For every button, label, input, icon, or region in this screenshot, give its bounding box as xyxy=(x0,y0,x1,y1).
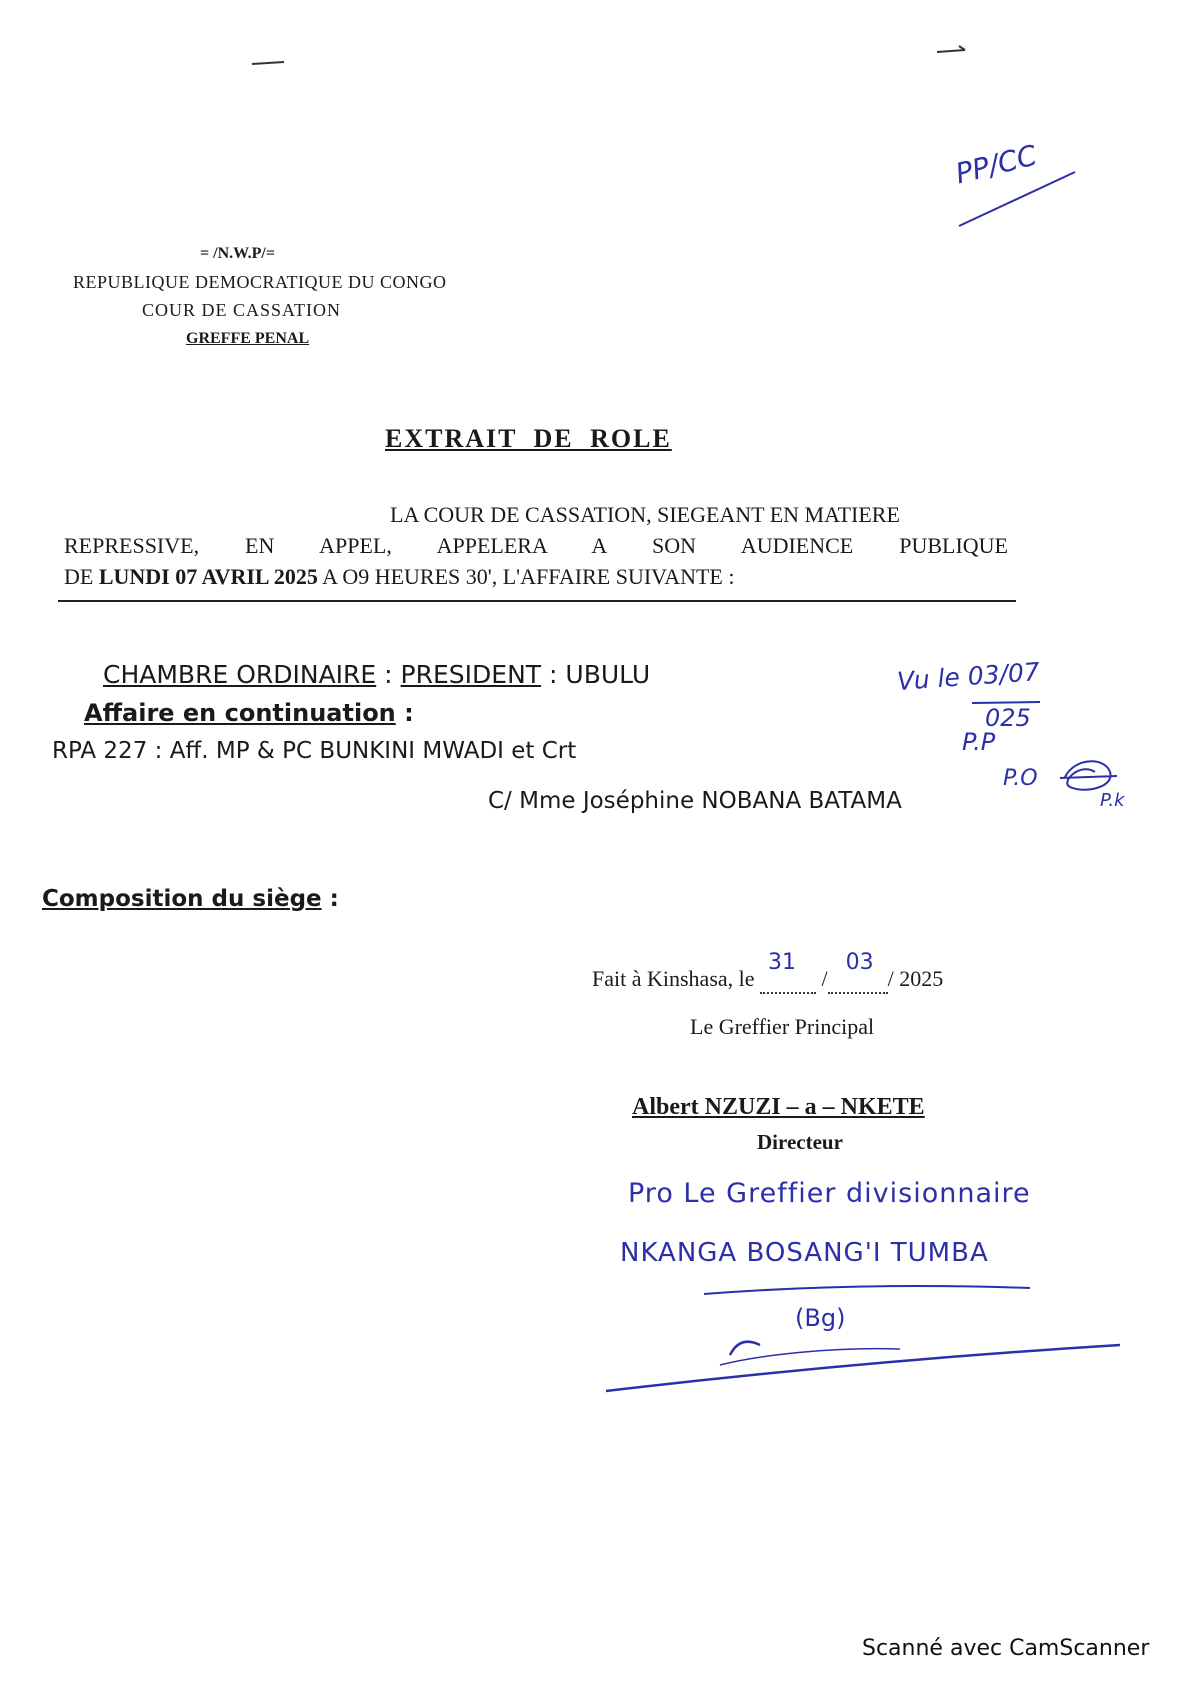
composition-label: Composition du siège xyxy=(42,886,322,912)
case-against-line: C/ Mme Joséphine NOBANA BATAMA xyxy=(488,788,902,814)
intro-line-3 xyxy=(64,564,734,590)
header-motto: = /N.W.P/= xyxy=(200,245,275,262)
chamber-sep-2: : xyxy=(541,660,566,689)
chamber-label: CHAMBRE ORDINAIRE xyxy=(103,660,377,689)
handwritten-name-underline xyxy=(700,1280,1040,1300)
chamber-sep-1: : xyxy=(376,660,401,689)
handwritten-name-line: NKANGA BOSANG'I TUMBA xyxy=(620,1238,989,1268)
case-status-line xyxy=(84,699,414,727)
date-place-prefix: Fait à Kinshasa, le xyxy=(592,966,761,991)
hearing-date: LUNDI 07 AVRIL 2025 xyxy=(98,564,318,589)
header-country: REPUBLIQUE DEMOCRATIQUE DU CONGO xyxy=(73,272,447,292)
handwritten-vu-line-1: Vu le 03/07 xyxy=(896,657,1041,696)
president-label: PRESIDENT xyxy=(400,660,542,689)
intro-divider xyxy=(58,600,1016,602)
signatory-title: Directeur xyxy=(757,1130,843,1154)
president-name: UBULU xyxy=(565,660,651,689)
header-court: COUR DE CASSATION xyxy=(142,300,342,320)
composition-sep: : xyxy=(321,886,339,912)
handwritten-vu-line-5: P.k xyxy=(1100,790,1125,811)
signatory-role: Le Greffier Principal xyxy=(690,1014,875,1039)
scan-mark-left xyxy=(250,58,290,70)
header-office: GREFFE PENAL xyxy=(186,330,310,347)
signatory-name: Albert NZUZI – a – NKETE xyxy=(632,1094,925,1120)
intro-line-1: LA COUR DE CASSATION, SIEGEANT EN MATIERE xyxy=(390,502,900,527)
case-status-label: Affaire en continuation xyxy=(84,699,396,727)
handwritten-ppcc: PP/CC xyxy=(952,138,1041,191)
scan-mark-right xyxy=(935,44,975,56)
scanner-footer: Scanné avec CamScanner xyxy=(862,1636,1150,1661)
handwritten-signature-stroke xyxy=(600,1325,1130,1395)
chamber-line xyxy=(103,660,650,689)
date-day-handwritten: 31 xyxy=(768,950,797,975)
handwritten-vu-line-2: 025 xyxy=(985,704,1031,732)
composition-line xyxy=(42,886,339,912)
intro-line-3-suffix: A O9 HEURES 30', L'AFFAIRE SUIVANTE : xyxy=(317,564,735,589)
handwritten-pro-line: Pro Le Greffier divisionnaire xyxy=(628,1178,1031,1209)
date-line: Fait à Kinshasa, le 31 / 03 / 2025 xyxy=(592,966,943,994)
date-year-suffix: / 2025 xyxy=(887,966,944,991)
handwritten-ppcc-underline xyxy=(955,170,1085,230)
case-status-sep: : xyxy=(395,699,414,727)
handwritten-vu-line-3: P.P xyxy=(962,728,996,756)
date-day xyxy=(760,950,816,994)
date-month xyxy=(828,950,888,994)
intro-line-2: REPRESSIVE, EN APPEL, APPELERA A SON AUDIENCE PUBLIQUE xyxy=(64,533,1008,558)
handwritten-sign-tag: (Bg) xyxy=(795,1304,846,1332)
date-month-handwritten: 03 xyxy=(845,950,874,975)
handwritten-vu-line-4: P.O xyxy=(1003,766,1038,791)
case-number-line: RPA 227 : Aff. MP & PC BUNKINI MWADI et Crt xyxy=(52,738,577,764)
handwritten-vu-strike xyxy=(970,700,1050,706)
intro-line-3-prefix: DE xyxy=(64,564,99,589)
page-title: EXTRAIT DE ROLE xyxy=(385,424,672,453)
